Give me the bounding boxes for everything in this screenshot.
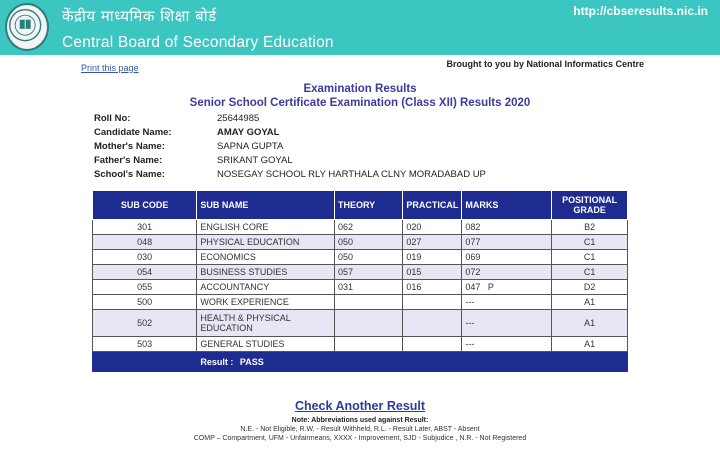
roll-no-row <box>94 111 486 125</box>
candidate-name-row <box>94 125 486 139</box>
marks-cell: --- <box>462 295 552 310</box>
mother-name-row <box>94 139 486 153</box>
school-name-label: School's Name: <box>94 168 165 180</box>
table-row <box>93 235 628 250</box>
cbse-logo <box>5 3 49 51</box>
grade-cell: C1 <box>552 250 628 265</box>
school-name-value: NOSEGAY SCHOOL RLY HARTHALA CLNY MORADABAD UP <box>217 168 486 180</box>
sub-code-cell: 500 <box>93 295 197 310</box>
note-line-2: COMP – Compartment, UFM - Unfairmeans, XXXX - Improvement, SJD - Subjudice , N.R. - Not Registered <box>193 435 527 442</box>
theory-cell: 050 <box>334 235 402 250</box>
col-sub-code: SUB CODE <box>93 191 197 220</box>
note-heading: Note: Abbreviations used against Result: <box>291 417 429 424</box>
note-line-1: N.E. - Not Eligible, R.W. - Result Withheld, R.L. - Result Later, ABST - Absent <box>240 426 480 433</box>
practical-cell <box>403 295 462 310</box>
practical-cell: 016 <box>403 280 462 295</box>
roll-no-label: Roll No: <box>94 112 131 124</box>
sub-name-cell: PHYSICAL EDUCATION <box>197 235 335 250</box>
sub-name-cell: BUSINESS STUDIES <box>197 265 335 280</box>
practical-cell: 027 <box>403 235 462 250</box>
sub-code-cell: 503 <box>93 337 197 352</box>
marks-cell: 069 <box>462 250 552 265</box>
site-header <box>0 0 720 55</box>
theory-cell: 050 <box>334 250 402 265</box>
practical-cell: 019 <box>403 250 462 265</box>
mother-name-value: SAPNA GUPTA <box>217 140 284 152</box>
marks-cell: --- <box>462 310 552 337</box>
table-row <box>93 265 628 280</box>
grade-cell: A1 <box>552 295 628 310</box>
candidate-name-value: AMAY GOYAL <box>217 126 280 138</box>
sub-name-cell: GENERAL STUDIES <box>197 337 335 352</box>
print-page-link[interactable]: Print this page <box>81 63 139 73</box>
marks-cell: 047 P <box>462 280 552 295</box>
header-english-title: Central Board of Secondary Education <box>62 34 334 51</box>
results-header-row <box>93 191 628 220</box>
marks-cell: 077 <box>462 235 552 250</box>
theory-cell: 031 <box>334 280 402 295</box>
mother-name-label: Mother's Name: <box>94 140 165 152</box>
theory-cell: 062 <box>334 220 402 235</box>
table-row <box>93 337 628 352</box>
theory-cell <box>334 295 402 310</box>
table-row <box>93 280 628 295</box>
result-cell <box>197 352 628 372</box>
roll-no-value: 25644985 <box>217 112 260 124</box>
father-name-value: SRIKANT GOYAL <box>217 154 293 166</box>
sub-name-cell: HEALTH & PHYSICAL EDUCATION <box>197 310 335 337</box>
sub-code-cell: 502 <box>93 310 197 337</box>
sub-name-cell: ACCOUNTANCY <box>197 280 335 295</box>
exam-title: Senior School Certificate Examination (Class XII) Results 2020 <box>189 97 531 109</box>
table-row <box>93 250 628 265</box>
practical-cell: 020 <box>403 220 462 235</box>
father-name-label: Father's Name: <box>94 154 163 166</box>
col-sub-name: SUB NAME <box>197 191 335 220</box>
marks-cell: --- <box>462 337 552 352</box>
page-title: Examination Results <box>303 83 417 95</box>
table-row <box>93 220 628 235</box>
sub-code-cell: 055 <box>93 280 197 295</box>
practical-cell <box>403 337 462 352</box>
col-theory: THEORY <box>334 191 402 220</box>
result-label: Result : <box>200 356 234 367</box>
col-positional-grade: POSITIONAL GRADE <box>552 191 628 220</box>
results-table <box>92 190 628 372</box>
result-spacer <box>93 352 197 372</box>
table-row <box>93 310 628 337</box>
candidate-name-label: Candidate Name: <box>94 126 172 138</box>
grade-cell: A1 <box>552 310 628 337</box>
header-hindi-title: केंद्रीय माध्यमिक शिक्षा बोर्ड <box>62 7 217 25</box>
grade-cell: C1 <box>552 235 628 250</box>
grade-cell: D2 <box>552 280 628 295</box>
site-url: http://cbseresults.nic.in <box>573 4 708 18</box>
school-name-row <box>94 167 486 181</box>
practical-cell: 015 <box>403 265 462 280</box>
check-another-result-link[interactable]: Check Another Result <box>294 399 426 413</box>
marks-cell: 072 <box>462 265 552 280</box>
grade-cell: B2 <box>552 220 628 235</box>
sub-name-cell: ENGLISH CORE <box>197 220 335 235</box>
sub-code-cell: 054 <box>93 265 197 280</box>
practical-cell <box>403 310 462 337</box>
sub-code-cell: 048 <box>93 235 197 250</box>
sub-name-cell: ECONOMICS <box>197 250 335 265</box>
candidate-info <box>94 111 486 181</box>
result-row <box>93 352 628 372</box>
sub-code-cell: 030 <box>93 250 197 265</box>
theory-cell: 057 <box>334 265 402 280</box>
sub-code-cell: 301 <box>93 220 197 235</box>
col-practical: PRACTICAL <box>403 191 462 220</box>
grade-cell: C1 <box>552 265 628 280</box>
theory-cell <box>334 310 402 337</box>
result-value: PASS <box>239 356 264 367</box>
sub-name-cell: WORK EXPERIENCE <box>197 295 335 310</box>
table-row <box>93 295 628 310</box>
theory-cell <box>334 337 402 352</box>
brought-by-text: Brought to you by National Informatics Centre <box>446 59 644 69</box>
grade-cell: A1 <box>552 337 628 352</box>
col-marks: MARKS <box>462 191 552 220</box>
marks-cell: 082 <box>462 220 552 235</box>
father-name-row <box>94 153 486 167</box>
